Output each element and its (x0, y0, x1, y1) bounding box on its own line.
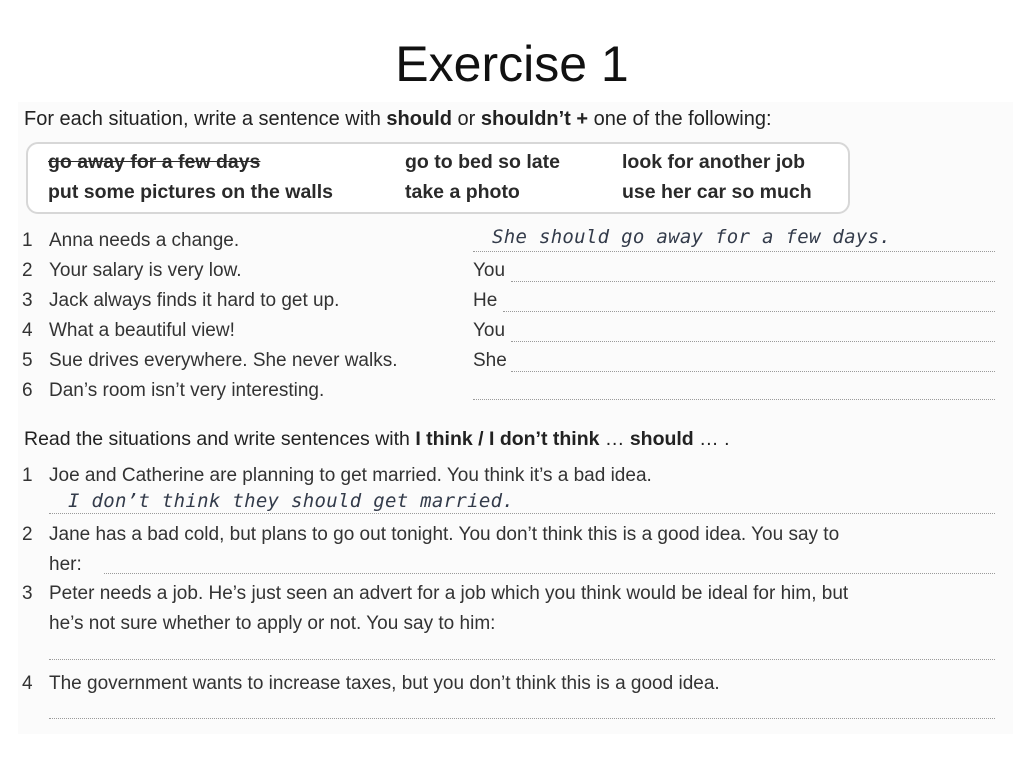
situation-text: The government wants to increase taxes, but you don’t think this is a good idea. (49, 673, 720, 694)
answer-prefix: He (473, 290, 498, 311)
answer-line[interactable] (473, 399, 995, 400)
handwritten-answer: She should go away for a few days. (492, 226, 892, 248)
item-number: 5 (22, 350, 33, 371)
option: use her car so much (622, 181, 812, 203)
situation-text: Dan’s room isn’t very interesting. (49, 380, 325, 401)
option-crossed-out: go away for a few days (48, 151, 261, 173)
answer-line[interactable] (473, 251, 995, 252)
option: go to bed so late (405, 151, 560, 173)
situation-text: he’s not sure whether to apply or not. You say to him: (49, 613, 496, 634)
situation-text: Jane has a bad cold, but plans to go out tonight. You don’t think this is a good idea. You say to (49, 524, 840, 545)
answer-line[interactable] (104, 573, 995, 574)
option: look for another job (622, 151, 806, 173)
item-number: 1 (22, 230, 33, 251)
situation-text: Jack always finds it hard to get up. (49, 290, 340, 311)
item-number: 3 (22, 583, 33, 604)
exercise-content (18, 102, 1013, 734)
item-number: 1 (22, 465, 33, 486)
item-number: 3 (22, 290, 33, 311)
part-b-instruction (24, 428, 730, 451)
answer-prefix: She (473, 350, 507, 371)
handwritten-answer: I don’t think they should get married. (68, 490, 515, 512)
instruction-bold: I think / I don’t think (415, 428, 600, 450)
item-number: 2 (22, 260, 33, 281)
item-number: 4 (22, 320, 33, 341)
answer-line[interactable] (511, 341, 995, 342)
option: take a photo (405, 181, 520, 203)
situation-text: Peter needs a job. He’s just seen an advert for a job which you think would be ideal for him, but (49, 583, 849, 604)
answer-line[interactable] (49, 659, 995, 660)
instruction-text: … (599, 428, 630, 450)
answer-prefix: You (473, 320, 506, 341)
page-title: Exercise 1 (395, 36, 629, 92)
situation-text: Anna needs a change. (49, 230, 240, 251)
situation-text: What a beautiful view! (49, 320, 235, 341)
situation-text: her: (49, 554, 82, 575)
answer-prefix: You (473, 260, 506, 281)
item-number: 6 (22, 380, 33, 401)
situation-text: Sue drives everywhere. She never walks. (49, 350, 398, 371)
answer-line[interactable] (503, 311, 995, 312)
item-number: 2 (22, 524, 33, 545)
instruction-text: Read the situations and write sentences with (24, 428, 416, 450)
answer-line[interactable] (511, 371, 995, 372)
answer-line[interactable] (49, 513, 995, 514)
instruction-bold-should: should (386, 108, 452, 130)
part-a-instruction (24, 108, 772, 131)
instruction-text: one of the following: (588, 108, 772, 130)
instruction-bold-shouldnt: shouldn’t + (480, 108, 589, 130)
instruction-bold: should (629, 428, 694, 450)
instruction-text: or (451, 108, 481, 130)
item-number: 4 (22, 673, 33, 694)
answer-line[interactable] (49, 718, 995, 719)
situation-text: Your salary is very low. (49, 260, 242, 281)
instruction-text: For each situation, write a sentence with (24, 108, 387, 130)
option: put some pictures on the walls (48, 181, 333, 203)
options-box (26, 142, 850, 214)
instruction-text: … . (693, 428, 730, 450)
answer-line[interactable] (511, 281, 995, 282)
situation-text: Joe and Catherine are planning to get married. You think it’s a bad idea. (49, 465, 652, 486)
